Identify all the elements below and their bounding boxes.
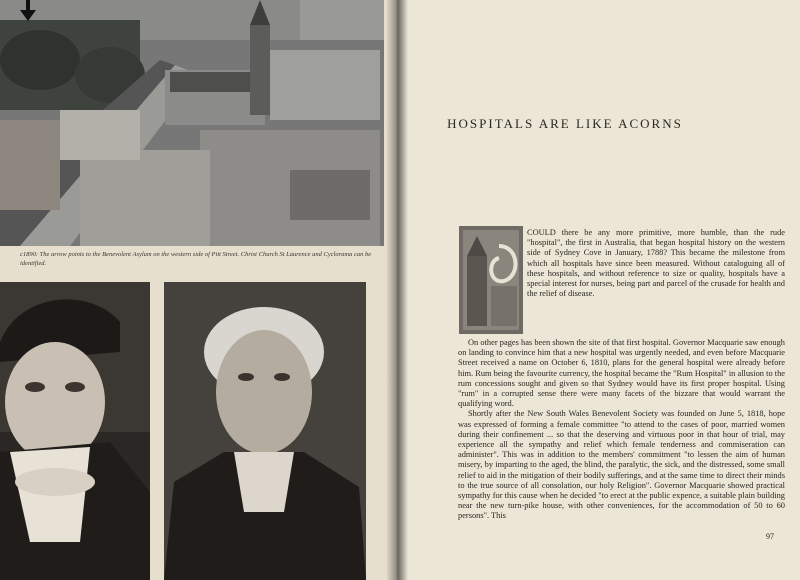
- portrait-photo-right: [164, 282, 366, 580]
- portrait-man-left: [0, 282, 150, 580]
- photo-caption: c1890: The arrow points to the Benevolent Asylum on the western side of Pitt Street. Christ Church St Laurence and Cyclorama can be identified.: [20, 251, 372, 267]
- portrait-man-right: [164, 282, 366, 580]
- arrow-icon: [18, 0, 38, 22]
- drop-cap-illustration: [459, 226, 523, 334]
- book-gutter: [386, 0, 408, 580]
- left-page: [0, 0, 398, 580]
- portrait-photo-left: [0, 282, 150, 580]
- page-number: 97: [766, 532, 774, 541]
- illuminated-initial: [459, 226, 523, 334]
- paragraph-text: Shortly after the New South Wales Benevolent Society was founded on June 5, 1818, hope was expressed of forming a female committee "to attend to the cases of poor, married women during their confinement ... so that the deserving and virtuous poor in that hour of trial, may experience all the sympathy and relief which female tenderness and commiseration can administer". This was in addition to the members' commitment "to lessen the aim of human misery, by imparting to the aged, the blind, the paralytic, the sick, and the distressed, some small relief to aid in the mitigation of their bodily sufferings, and at the same time to direct their minds to the true source of all consolation, our holy Religion". Governor Macquarie showed practical sympathy for this cause when he decided "to erect at the public expence, a suitable plain building near the new turn-pike house, with other conveniences, for the accommodation of 50 to 60 persons". This: [458, 409, 785, 521]
- chapter-title: HOSPITALS ARE LIKE ACORNS: [447, 116, 683, 131]
- paragraph-text: On other pages has been shown the site of that first hospital. Governor Macquarie saw enough on landing to convince him that a new hospital was urgently needed, and even before Macquarie Street received a name on October 6, 1810, plans for the general hospital were already before him. Rum being the favourite currency, the hospital became the "Rum Hospital" in allusion to the rum concessions sought and given so that Sydney would have its first proper hospital. Using "rum" in a corrupted sense there were many facets of the bizzare that would warrant the qualifying word.: [458, 338, 785, 409]
- street-photo: [0, 0, 384, 246]
- body-paragraph-1: [527, 228, 785, 299]
- street-scene-image: [0, 0, 384, 246]
- paragraph-text: COULD there be any more primitive, more humble, than the rude "hospital", the first in Australia, that began hospital history on the western side of Sydney Cove in January, 1788? This became the milestone from which all hospitals have since been measured. Without cataloguing all of these hospitals, and without reference to size or quality, hospitals have a special interest for nurses, being part and parcel of the crusade for health and the relief of disease.: [527, 228, 785, 299]
- body-paragraphs: [458, 338, 785, 522]
